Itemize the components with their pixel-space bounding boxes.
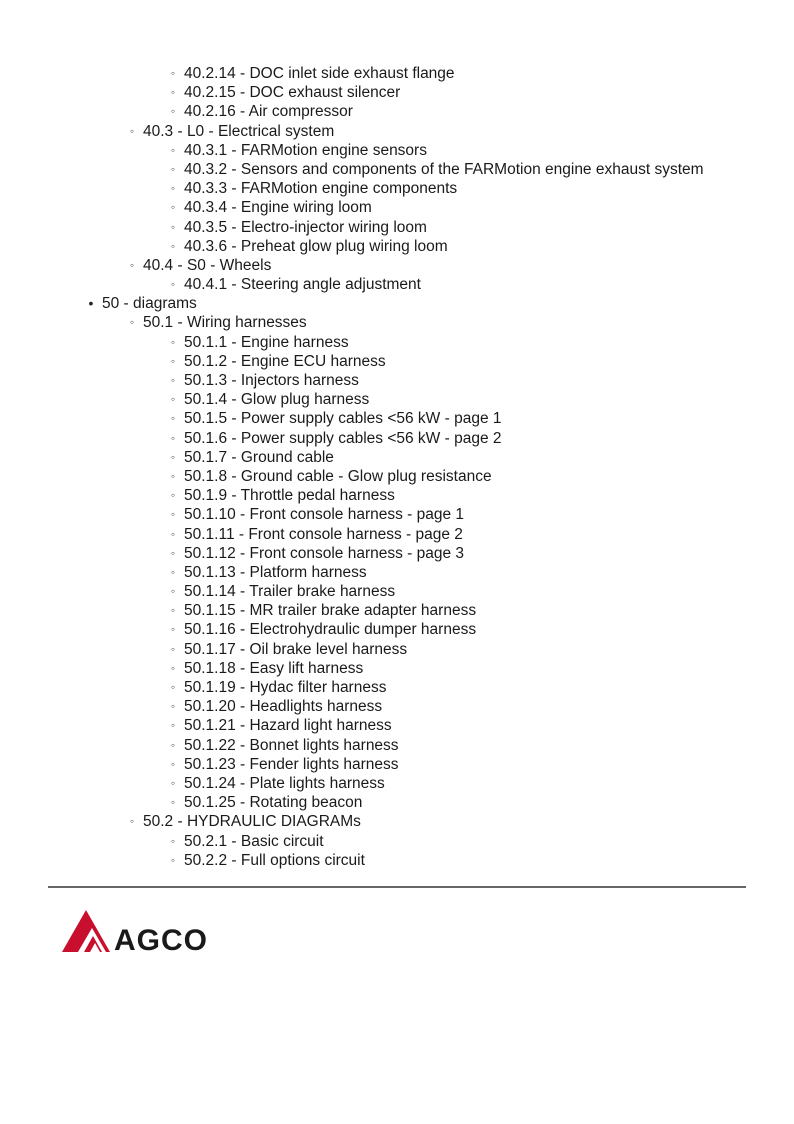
agco-logo xyxy=(62,906,234,954)
table-of-contents xyxy=(0,64,794,870)
bullet-circle-icon: ◦ xyxy=(170,584,176,599)
toc-entry-label: 50.1.20 - Headlights harness xyxy=(184,698,383,716)
toc-entry-label: 40.3.6 - Preheat glow plug wiring loom xyxy=(184,237,448,255)
bullet-circle-icon: ◦ xyxy=(170,603,176,618)
bullet-circle-icon: ◦ xyxy=(170,449,176,464)
bullet-circle-icon: ◦ xyxy=(170,833,176,848)
toc-entry[interactable] xyxy=(0,275,794,294)
bullet-circle-icon: ◦ xyxy=(170,488,176,503)
toc-entry[interactable] xyxy=(0,371,794,390)
toc-entry-label: 50.1.4 - Glow plug harness xyxy=(184,391,370,409)
toc-entry-label: 50.1.2 - Engine ECU harness xyxy=(184,352,386,370)
toc-entry[interactable] xyxy=(0,237,794,256)
bullet-circle-icon: ◦ xyxy=(170,142,176,157)
toc-entry-label: 50.1 - Wiring harnesses xyxy=(143,314,307,332)
toc-entry[interactable] xyxy=(0,160,794,179)
toc-entry-label: 50.1.8 - Ground cable - Glow plug resistance xyxy=(184,467,492,485)
bullet-circle-icon: ◦ xyxy=(170,680,176,694)
toc-entry[interactable] xyxy=(0,601,794,620)
toc-entry-label: 50.1.10 - Front console harness - page 1 xyxy=(184,506,465,524)
toc-entry-label: 50 - diagrams xyxy=(102,295,197,313)
bullet-circle-icon: ◦ xyxy=(129,257,135,272)
bullet-circle-icon: ◦ xyxy=(170,430,176,445)
toc-entry-label: 50.1.7 - Ground cable xyxy=(184,448,334,466)
toc-entry[interactable] xyxy=(0,448,794,467)
bullet-circle-icon: ◦ xyxy=(170,468,176,483)
agco-logo-text: AGCO xyxy=(114,924,208,954)
toc-entry[interactable] xyxy=(0,774,794,793)
toc-entry[interactable] xyxy=(0,218,794,237)
bullet-circle-icon: ◦ xyxy=(170,775,176,790)
toc-entry[interactable] xyxy=(0,563,794,582)
toc-entry-label: 50.1.12 - Front console harness - page 3 xyxy=(184,544,465,562)
bullet-circle-icon: ◦ xyxy=(170,718,176,733)
bullet-circle-icon: ◦ xyxy=(170,545,176,560)
toc-entry[interactable] xyxy=(0,198,794,217)
toc-entry[interactable] xyxy=(0,256,794,275)
bullet-circle-icon: ◦ xyxy=(170,564,176,579)
bullet-circle-icon: ◦ xyxy=(129,814,135,829)
toc-entry[interactable] xyxy=(0,352,794,371)
toc-entry[interactable] xyxy=(0,736,794,755)
bullet-circle-icon: ◦ xyxy=(170,277,176,292)
bullet-circle-icon: ◦ xyxy=(170,392,176,407)
toc-entry[interactable] xyxy=(0,793,794,812)
toc-entry[interactable] xyxy=(0,525,794,544)
bullet-circle-icon: ◦ xyxy=(170,373,176,387)
bullet-circle-icon: ◦ xyxy=(170,756,176,771)
toc-entry[interactable] xyxy=(0,409,794,428)
toc-entry[interactable] xyxy=(0,544,794,563)
toc-entry[interactable] xyxy=(0,467,794,486)
toc-entry[interactable] xyxy=(0,294,794,313)
toc-entry[interactable] xyxy=(0,812,794,831)
bullet-circle-icon: ◦ xyxy=(170,85,176,100)
bullet-circle-icon: ◦ xyxy=(170,795,176,810)
toc-entry-label: 50.1.13 - Platform harness xyxy=(184,563,367,581)
toc-entry-label: 50.1.9 - Throttle pedal harness xyxy=(184,487,395,505)
toc-entry[interactable] xyxy=(0,486,794,505)
toc-entry-label: 50.2.1 - Basic circuit xyxy=(184,832,324,850)
toc-entry[interactable] xyxy=(0,313,794,332)
agco-triangle-logo-icon xyxy=(62,910,110,952)
bullet-circle-icon: ◦ xyxy=(170,526,176,541)
toc-entry[interactable] xyxy=(0,832,794,851)
bullet-circle-icon: ◦ xyxy=(170,219,176,234)
toc-entry-label: 50.1.3 - Injectors harness xyxy=(184,372,359,389)
bullet-circle-icon: ◦ xyxy=(170,641,176,656)
bullet-circle-icon: ◦ xyxy=(170,66,176,80)
toc-entry-label: 40.3.4 - Engine wiring loom xyxy=(184,199,372,217)
toc-entry[interactable] xyxy=(0,390,794,409)
bullet-circle-icon: ◦ xyxy=(170,507,176,522)
toc-entry[interactable] xyxy=(0,333,794,352)
toc-entry-label: 40.3.3 - FARMotion engine components xyxy=(184,180,458,198)
toc-entry-label: 40.2.15 - DOC exhaust silencer xyxy=(184,84,401,102)
footer-divider xyxy=(48,886,746,888)
toc-entry[interactable] xyxy=(0,429,794,448)
toc-entry-label: 40.2.14 - DOC inlet side exhaust flange xyxy=(184,65,455,82)
toc-entry[interactable] xyxy=(0,640,794,659)
toc-entry-label: 50.1.14 - Trailer brake harness xyxy=(184,583,396,601)
toc-entry-label: 40.3.5 - Electro-injector wiring loom xyxy=(184,218,427,236)
bullet-circle-icon: ◦ xyxy=(170,622,176,637)
toc-entry-label: 40.2.16 - Air compressor xyxy=(184,103,353,121)
toc-entry[interactable] xyxy=(0,678,794,697)
toc-entry-label: 50.1.25 - Rotating beacon xyxy=(184,794,363,812)
toc-entry[interactable] xyxy=(0,697,794,716)
toc-entry-label: 50.2 - HYDRAULIC DIAGRAMs xyxy=(143,813,361,831)
toc-entry-label: 40.3 - L0 - Electrical system xyxy=(143,122,335,140)
toc-entry-label: 40.4.1 - Steering angle adjustment xyxy=(184,276,421,294)
toc-entry-label: 50.1.24 - Plate lights harness xyxy=(184,774,385,792)
toc-entry-label: 50.1.19 - Hydac filter harness xyxy=(184,679,387,696)
toc-entry-label: 40.4 - S0 - Wheels xyxy=(143,256,272,274)
toc-entry[interactable] xyxy=(0,64,794,83)
toc-entry-label: 40.3.2 - Sensors and components of the FARMotion engine exhaust system xyxy=(184,160,704,178)
bullet-circle-icon: ◦ xyxy=(129,123,135,138)
toc-entry-label: 50.1.1 - Engine harness xyxy=(184,333,349,351)
toc-entry[interactable] xyxy=(0,505,794,524)
bullet-circle-icon: ◦ xyxy=(170,181,176,196)
bullet-circle-icon: ◦ xyxy=(170,699,176,714)
toc-entry-label: 40.3.1 - FARMotion engine sensors xyxy=(184,141,427,159)
bullet-circle-icon: ◦ xyxy=(170,411,176,426)
bullet-circle-icon: ◦ xyxy=(129,315,135,330)
bullet-circle-icon: ◦ xyxy=(170,238,176,253)
toc-entry-label: 50.1.18 - Easy lift harness xyxy=(184,659,364,677)
toc-entry-label: 50.1.11 - Front console harness - page 2 xyxy=(184,525,463,543)
toc-entry-label: 50.1.23 - Fender lights harness xyxy=(184,755,399,773)
bullet-circle-icon: ◦ xyxy=(170,852,176,867)
bullet-circle-icon: ◦ xyxy=(170,200,176,215)
toc-entry[interactable] xyxy=(0,141,794,160)
toc-entry-label: 50.2.2 - Full options circuit xyxy=(184,851,365,869)
toc-entry-label: 50.1.16 - Electrohydraulic dumper harness xyxy=(184,621,477,639)
toc-entry-label: 50.1.15 - MR trailer brake adapter harness xyxy=(184,602,477,620)
toc-entry[interactable] xyxy=(0,582,794,601)
bullet-circle-icon: ◦ xyxy=(170,737,176,752)
toc-entry[interactable] xyxy=(0,755,794,774)
toc-entry[interactable] xyxy=(0,851,794,870)
toc-entry[interactable] xyxy=(0,716,794,735)
bullet-circle-icon: ◦ xyxy=(170,660,176,675)
toc-entry-label: 50.1.22 - Bonnet lights harness xyxy=(184,736,399,754)
bullet-circle-icon: ◦ xyxy=(170,161,176,176)
toc-entry[interactable] xyxy=(0,83,794,102)
bullet-circle-icon: ◦ xyxy=(170,334,176,349)
toc-entry[interactable] xyxy=(0,620,794,639)
toc-entry[interactable] xyxy=(0,102,794,121)
toc-entry-label: 50.1.17 - Oil brake level harness xyxy=(184,640,408,658)
bullet-circle-icon: ◦ xyxy=(170,104,176,119)
toc-entry-label: 50.1.6 - Power supply cables <56 kW - page 2 xyxy=(184,429,502,447)
bullet-disc-icon: • xyxy=(88,295,94,312)
bullet-circle-icon: ◦ xyxy=(170,353,176,368)
toc-entry-label: 50.1.5 - Power supply cables <56 kW - page 1 xyxy=(184,410,502,428)
toc-entry-label: 50.1.21 - Hazard light harness xyxy=(184,717,392,735)
toc-entry[interactable] xyxy=(0,179,794,198)
toc-entry[interactable] xyxy=(0,122,794,141)
toc-entry[interactable] xyxy=(0,659,794,678)
